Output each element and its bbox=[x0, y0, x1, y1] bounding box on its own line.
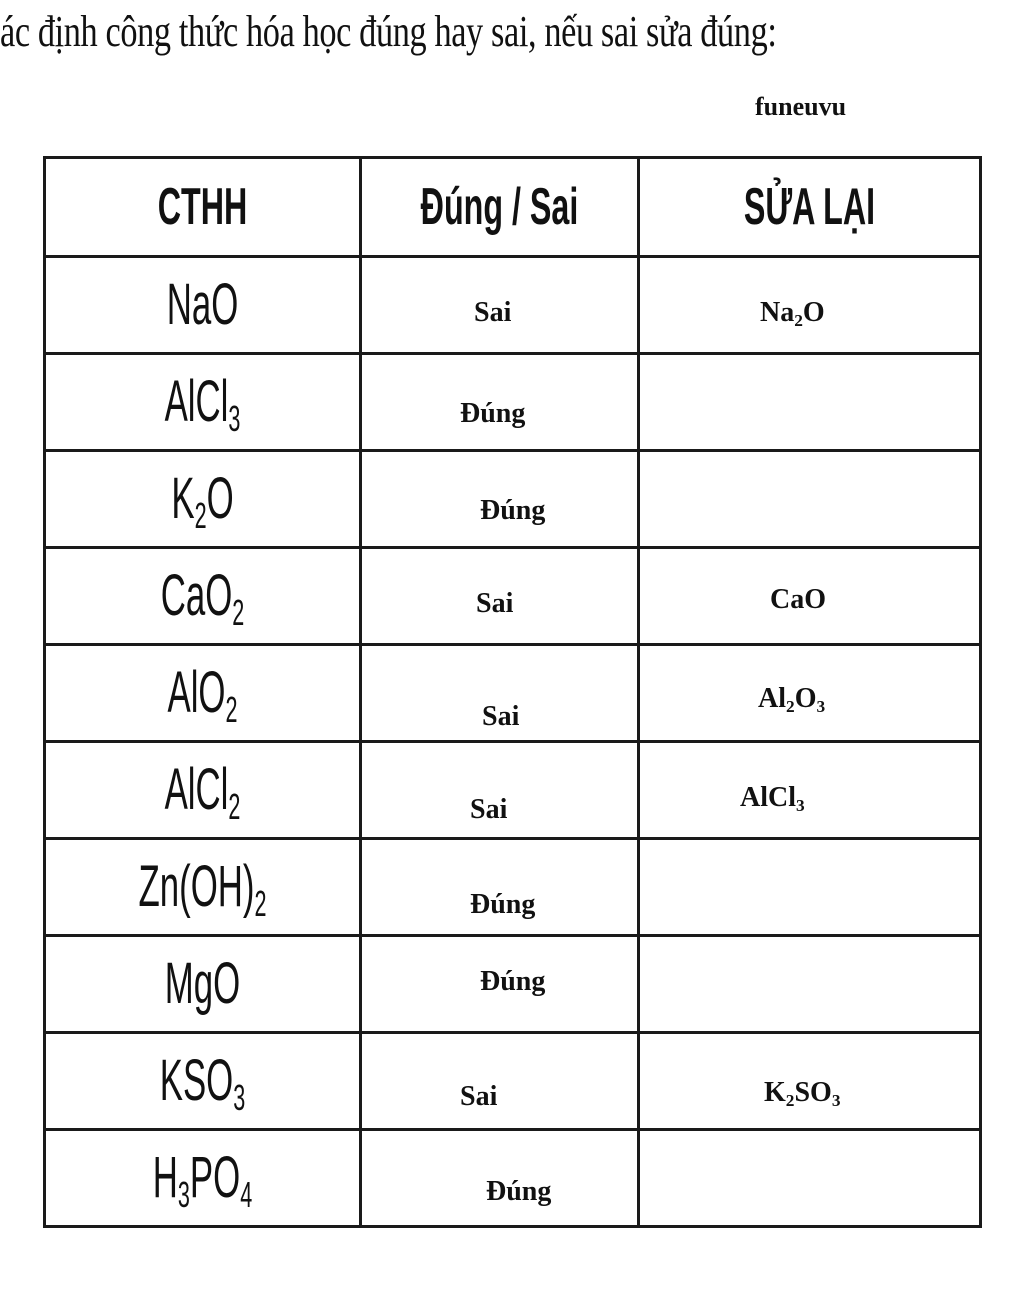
formula-text: AlCl bbox=[164, 757, 229, 822]
subscript: 4 bbox=[240, 1174, 253, 1216]
correction-text bbox=[764, 1078, 841, 1108]
formula-text: O bbox=[206, 466, 234, 531]
verdict-text: Sai bbox=[482, 701, 520, 732]
correction-cell bbox=[639, 1130, 981, 1227]
formula-text: Na bbox=[760, 297, 795, 328]
correction-cell bbox=[639, 839, 981, 936]
correction-text bbox=[760, 298, 825, 328]
verdict-text: Đúng bbox=[480, 495, 546, 526]
correction-cell bbox=[639, 936, 981, 1033]
formula bbox=[109, 1048, 297, 1119]
table-row bbox=[45, 839, 981, 936]
verdict-cell bbox=[361, 742, 639, 839]
formula bbox=[109, 369, 297, 440]
column-header-verdict: Đúng / Sai bbox=[361, 158, 639, 257]
formula-text: SO bbox=[794, 1077, 832, 1108]
formula-text: MgO bbox=[164, 951, 241, 1016]
verdict-text: Sai bbox=[476, 588, 514, 619]
table-row bbox=[45, 1130, 981, 1227]
formula-cell bbox=[45, 548, 361, 645]
formula-cell bbox=[45, 839, 361, 936]
table-row bbox=[45, 548, 981, 645]
formula-cell bbox=[45, 1033, 361, 1130]
subscript: 2 bbox=[794, 310, 803, 330]
formula-cell bbox=[45, 257, 361, 354]
correction-text bbox=[740, 783, 805, 813]
verdict-cell bbox=[361, 354, 639, 451]
formula-text: AlO bbox=[167, 660, 226, 725]
formula bbox=[109, 757, 297, 828]
verdict-cell bbox=[361, 839, 639, 936]
verdict-text: Sai bbox=[474, 297, 512, 328]
author-label: funeuvu bbox=[755, 92, 847, 121]
formula-text: Zn(OH) bbox=[138, 854, 255, 919]
subscript: 2 bbox=[232, 592, 245, 634]
formula bbox=[109, 563, 297, 634]
subscript: 2 bbox=[225, 689, 238, 731]
subscript: 3 bbox=[796, 795, 805, 815]
subscript: 3 bbox=[228, 398, 241, 440]
verdict-cell bbox=[361, 548, 639, 645]
verdict-cell bbox=[361, 257, 639, 354]
worksheet-title: ác định công thức hóa học đúng hay sai, nếu sai sửa đúng: bbox=[0, 7, 777, 56]
correction-cell bbox=[639, 645, 981, 742]
subscript: 2 bbox=[194, 495, 207, 537]
table-row bbox=[45, 354, 981, 451]
table-row bbox=[45, 742, 981, 839]
formula-text: NaO bbox=[166, 272, 239, 337]
formula-text: K bbox=[764, 1077, 786, 1108]
formula-text: Al bbox=[758, 683, 786, 714]
column-header-correction: SỬA LẠI bbox=[639, 158, 981, 257]
correction-cell bbox=[639, 354, 981, 451]
subscript: 3 bbox=[816, 696, 826, 716]
formula-cell bbox=[45, 354, 361, 451]
formula-text: PO bbox=[189, 1145, 241, 1210]
formula-cell bbox=[45, 936, 361, 1033]
formula-text: K bbox=[171, 466, 195, 531]
subscript: 2 bbox=[228, 786, 241, 828]
verdict-text: Đúng bbox=[460, 398, 526, 429]
formula bbox=[109, 466, 297, 537]
verdict-cell bbox=[361, 451, 639, 548]
verdict-text: Sai bbox=[460, 1081, 498, 1112]
subscript: 3 bbox=[831, 1090, 841, 1110]
correction-cell bbox=[639, 548, 981, 645]
formula-cell bbox=[45, 1130, 361, 1227]
table-row bbox=[45, 1033, 981, 1130]
table-row bbox=[45, 451, 981, 548]
verdict-cell bbox=[361, 1130, 639, 1227]
formula-text: O bbox=[794, 683, 817, 714]
subscript: 3 bbox=[177, 1174, 190, 1216]
subscript: 2 bbox=[786, 696, 795, 716]
subscript: 2 bbox=[785, 1090, 795, 1110]
formula-text: O bbox=[802, 297, 825, 328]
formula bbox=[109, 1145, 297, 1216]
verdict-cell bbox=[361, 1033, 639, 1130]
formula-text: AlCl bbox=[740, 782, 796, 813]
verdict-text: Đúng bbox=[486, 1176, 552, 1207]
table-row bbox=[45, 645, 981, 742]
subscript: 2 bbox=[254, 883, 267, 925]
formula bbox=[109, 952, 297, 1016]
formula-text: AlCl bbox=[164, 369, 229, 434]
formula-cell bbox=[45, 645, 361, 742]
correction-text bbox=[758, 684, 825, 714]
verdict-cell bbox=[361, 645, 639, 742]
formula bbox=[109, 660, 297, 731]
verdict-cell bbox=[361, 936, 639, 1033]
formula-cell bbox=[45, 742, 361, 839]
table-header-row bbox=[45, 158, 981, 257]
correction-cell bbox=[639, 451, 981, 548]
correction-cell bbox=[639, 1033, 981, 1130]
formula-cell bbox=[45, 451, 361, 548]
formula bbox=[109, 273, 297, 337]
verdict-text: Đúng bbox=[480, 966, 546, 997]
verdict-text: Đúng bbox=[470, 889, 536, 920]
table-row bbox=[45, 257, 981, 354]
table-row bbox=[45, 936, 981, 1033]
column-header-cthh: CTHH bbox=[45, 158, 361, 257]
subscript: 3 bbox=[233, 1077, 246, 1119]
formula bbox=[109, 854, 297, 925]
formula-text: KSO bbox=[159, 1048, 234, 1113]
formula-table bbox=[43, 156, 982, 1228]
formula-text: H bbox=[152, 1145, 178, 1210]
verdict-text: Sai bbox=[470, 794, 508, 825]
correction-cell bbox=[639, 742, 981, 839]
formula-text: CaO bbox=[160, 563, 233, 628]
correction-text bbox=[770, 585, 826, 615]
formula-text: CaO bbox=[770, 584, 826, 615]
correction-cell bbox=[639, 257, 981, 354]
